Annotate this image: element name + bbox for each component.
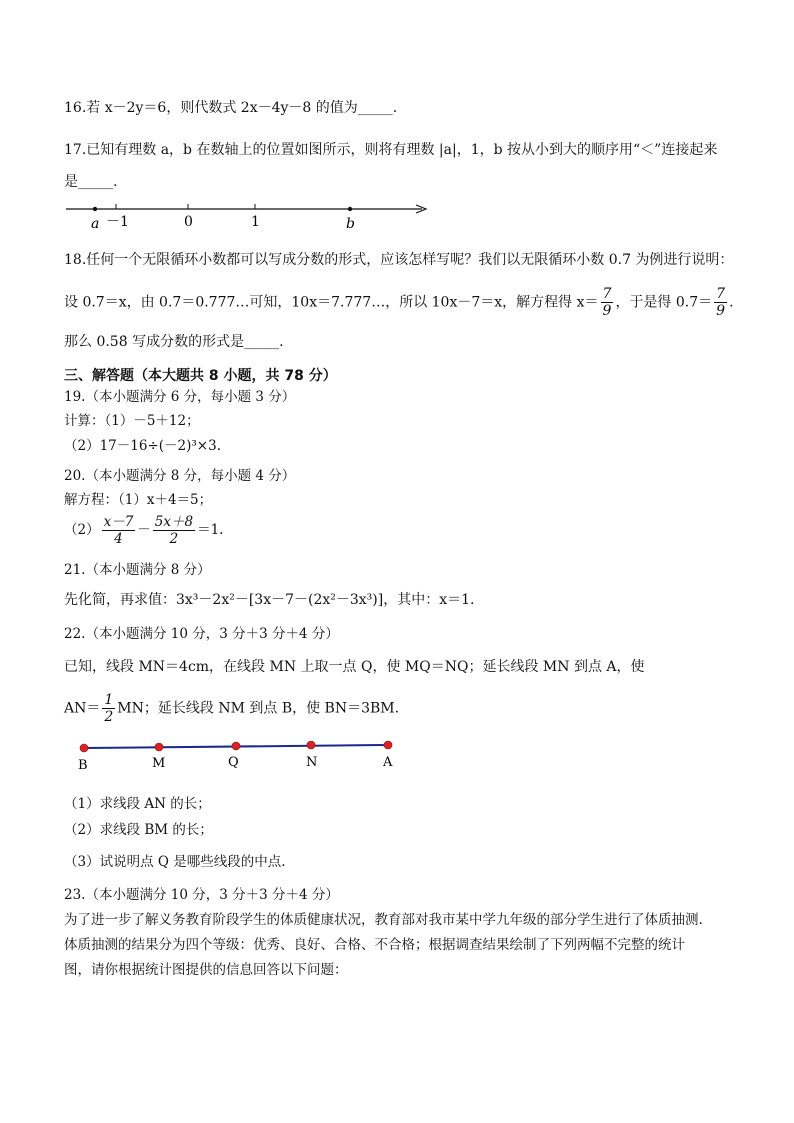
point-B (80, 744, 88, 752)
point-M (155, 743, 163, 751)
question-17-line-1: 17.已知有理数 a，b 在数轴上的位置如图所示，则将有理数 |a|，1，b 按从小到大的顺序用“＜”连接起来 (64, 142, 718, 158)
question-19-part-2: （2）17－16÷(－2)³×3. (64, 438, 221, 454)
label-0: 0 (184, 214, 193, 230)
question-20-heading: 20.（本小题满分 8 分，每小题 4 分） (64, 468, 296, 484)
q18-fraction-1: $\frac{7}{9}$ (602, 286, 612, 319)
question-23-line-3: 图，请你根据统计图提供的信息回答以下问题： (64, 962, 348, 978)
question-19-heading: 19.（本小题满分 6 分，每小题 3 分） (64, 389, 296, 405)
label-a: a (91, 216, 100, 232)
label-M: M (152, 756, 166, 771)
question-23-line-2: 体质抽测的结果分为四个等级：优秀、良好、合格、不合格；根据调查结果绘制了下列两幅不完整的统计 (64, 937, 685, 953)
question-16: 16.若 x－2y＝6，则代数式 2x－4y－8 的值为_____. (64, 100, 398, 116)
question-23-line-1: 为了进一步了解义务教育阶段学生的体质健康状况，教育部对我市某中学九年级的部分学生进行了体质抽测. (64, 912, 703, 928)
segment-figure (70, 736, 410, 772)
question-18-line-3: 那么 0.5̇8̇ 写成分数的形式是_____. (64, 334, 284, 350)
question-20-part-2: （2） $\frac{x-7}{4}$ － $\frac{5x+8}{2}$ ＝1. (64, 514, 224, 547)
label-minus-1: －1 (106, 214, 129, 230)
question-17-line-2: 是_____. (64, 174, 118, 190)
point-Q (232, 742, 240, 750)
question-22-heading: 22.（本小题满分 10 分，3 分＋3 分＋4 分） (64, 626, 339, 642)
point-a-dot (93, 207, 97, 211)
question-21-text: 先化简，再求值：3x³－2x²－[3x－7－(2x²－3x³)]，其中：x＝1. (64, 592, 475, 608)
question-18-line-1: 18.任何一个无限循环小数都可以写成分数的形式，应该怎样写呢？我们以无限循环小数 0.7̇ 为例进行说明： (64, 252, 734, 268)
q18-text-a: 设 0.7̇＝x，由 0.7̇＝0.777…可知，10x＝7.777…，所以 10x－7＝x，解方程得 x＝ (64, 294, 599, 311)
number-line-figure (60, 196, 440, 232)
q22-fraction: $\frac{1}{2}$ (104, 692, 114, 725)
question-20-part-1: 解方程：（1）x＋4＝5； (64, 492, 213, 508)
q18-text-b: ，于是得 0.7̇＝ (615, 294, 713, 311)
question-22-sub-3: （3）试说明点 Q 是哪些线段的中点. (64, 854, 286, 870)
label-N: N (306, 755, 318, 770)
q20-fraction-1: $\frac{x-7}{4}$ (103, 514, 134, 547)
question-21-heading: 21.（本小题满分 8 分） (64, 562, 211, 578)
label-A: A (383, 755, 393, 770)
question-22-sub-1: （1）求线段 AN 的长； (64, 796, 211, 812)
label-Q: Q (228, 755, 239, 770)
question-22-line-1: 已知，线段 MN＝4cm，在线段 MN 上取一点 Q，使 MQ＝NQ；延长线段 MN 到点 A，使 (64, 659, 645, 675)
q20-fraction-2: $\frac{5x+8}{2}$ (154, 514, 194, 547)
question-19-part-1: 计算：（1）－5＋12； (64, 413, 200, 429)
section-3-heading: 三、解答题（本大题共 8 小题，共 78 分） (64, 368, 337, 384)
label-1: 1 (251, 214, 260, 230)
point-N (307, 741, 315, 749)
point-A (384, 741, 392, 749)
label-B: B (78, 758, 88, 772)
question-22-sub-2: （2）求线段 BM 的长； (64, 822, 213, 838)
question-23-heading: 23.（本小题满分 10 分，3 分＋3 分＋4 分） (64, 887, 339, 903)
question-18-line-2: 设 0.7̇＝x，由 0.7̇＝0.777…可知，10x＝7.777…，所以 10x－7＝x，解方程得 x＝ $\frac{7}{9}$ ，于是得 0.7̇＝ $\frac{7}{9}$ . (64, 286, 734, 319)
question-22-line-2: AN＝ $\frac{1}{2}$ MN；延长线段 NM 到点 B，使 BN＝3BM. (64, 692, 400, 725)
label-b: b (346, 216, 355, 232)
point-b-dot (348, 207, 352, 211)
q18-fraction-2: $\frac{7}{9}$ (716, 286, 726, 319)
